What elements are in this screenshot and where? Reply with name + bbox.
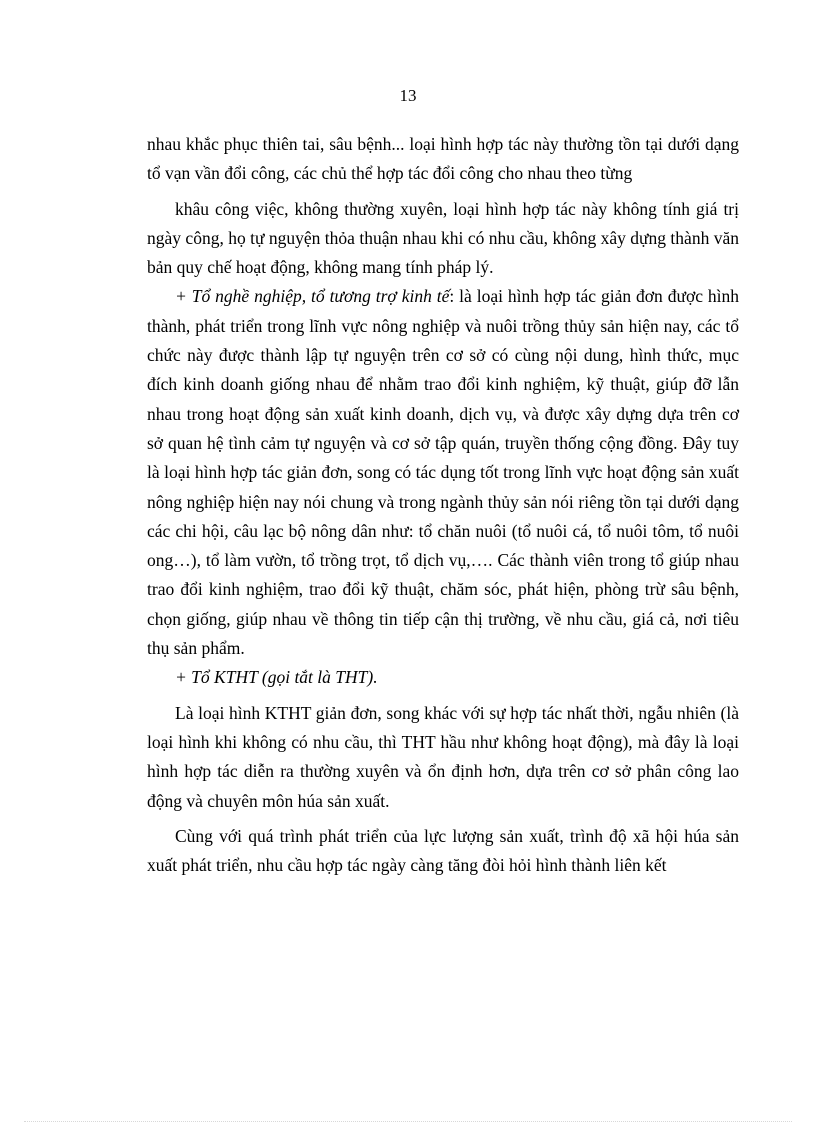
paragraph-6-text: Cùng với quá trình phát triển của lực lượng sản xuất, trình độ xã hội húa sản xuất phát triển, nhu cầu hợp tác ngày càng tăng đòi hỏi hình thành liên kết <box>147 825 739 876</box>
paragraph-1-text: nhau khắc phục thiên tai, sâu bệnh... loại hình hợp tác này thường tồn tại dưới dạng tổ vạn vần đổi công, các chủ thể hợp tác đổi công cho nhau theo từng <box>147 134 739 184</box>
page-bottom-divider <box>24 1121 792 1122</box>
paragraph-2 <box>147 195 739 283</box>
paragraph-5 <box>147 699 739 816</box>
page-number: 13 <box>399 86 417 105</box>
paragraph-3 <box>147 282 739 663</box>
paragraph-3-lead: + Tổ nghề nghiệp, tổ tương trợ kinh tế <box>175 286 450 307</box>
paragraph-4 <box>147 663 739 692</box>
paragraph-2-text: khâu công việc, không thường xuyên, loại hình hợp tác này không tính giá trị ngày công, họ tự nguyện thỏa thuận nhau khi có nhu cầu, không xây dựng thành văn bản quy chế hoạt động, không mang tính pháp lý. <box>147 198 739 278</box>
paragraph-4-lead: + Tổ KTHT (gọi tắt là THT). <box>175 667 378 688</box>
paragraph-5-text: Là loại hình KTHT giản đơn, song khác với sự hợp tác nhất thời, ngẫu nhiên (là loại hình khi không có nhu cầu, thì THT hầu như không hoạt động), mà đây là loại hình hợp tác diễn ra thường xuyên và ổn định hơn, dựa trên cơ sở phân công lao động và chuyên môn húa sản xuất. <box>147 702 739 811</box>
paragraph-1 <box>147 130 739 189</box>
paragraph-6 <box>147 822 739 881</box>
paragraph-3-text: : là loại hình hợp tác giản đơn được hình thành, phát triển trong lĩnh vực nông nghiệp và nuôi trồng thủy sản hiện nay, các tổ chức này được thành lập tự nguyện trên cơ sở có cùng nội dung, hình thức, mục đích kinh doanh giống nhau để nhằm trao đổi kinh nghiệm, kỹ thuật, giúp đỡ lẫn nhau trong hoạt động sản xuất kinh doanh, dịch vụ, và được xây dựng dựa trên cơ sở quan hệ tình cảm tự nguyện và cơ sở tập quán, truyền thống cộng đồng. Đây tuy là loại hình hợp tác giản đơn, song có tác dụng tốt trong lĩnh vực hoạt động sản xuất nông nghiệp hiện nay nói chung và trong ngành thủy sản nói riêng tồn tại dưới dạng các chi hội, câu lạc bộ nông dân như: tổ chăn nuôi (tổ nuôi cá, tổ nuôi tôm, tổ nuôi ong…), tổ làm vườn, tổ trồng trọt, tổ dịch vụ,…. Các thành viên trong tổ giúp nhau trao đổi kinh nghiệm, trao đổi kỹ thuật, chăm sóc, phát hiện, phòng trừ sâu bệnh, chọn giống, giúp nhau về thông tin tiếp cận thị trường, về nhu cầu, giá cả, nơi tiêu thụ sản phẩm. <box>147 286 740 659</box>
body-text <box>147 130 739 880</box>
